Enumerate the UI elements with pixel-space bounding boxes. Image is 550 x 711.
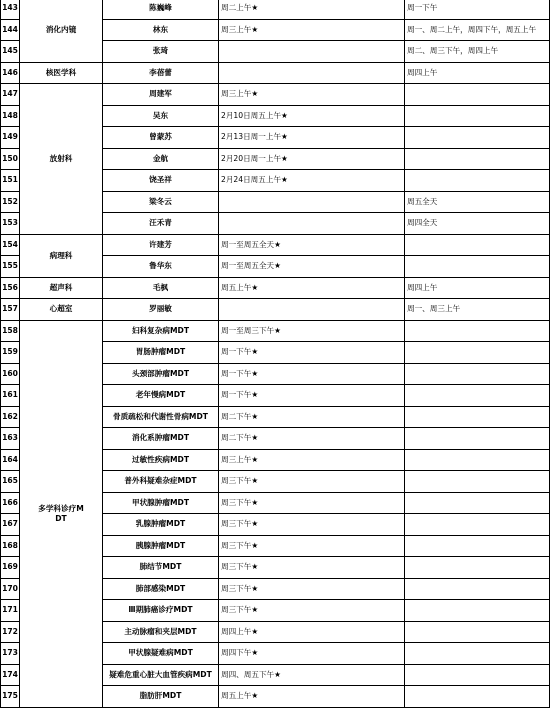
special-clinic-time: 周二下午★ bbox=[219, 428, 405, 450]
special-clinic-time bbox=[219, 62, 405, 84]
special-clinic-time: 周三上午★ bbox=[219, 19, 405, 41]
special-clinic-time: 周一下午★ bbox=[219, 363, 405, 385]
regular-clinic-time bbox=[405, 84, 550, 106]
special-clinic-time: 周一至周三下午★ bbox=[219, 320, 405, 342]
special-clinic-time: 2月10日周五上午★ bbox=[219, 105, 405, 127]
regular-clinic-time bbox=[405, 449, 550, 471]
special-clinic-time bbox=[219, 41, 405, 63]
doctor-name: 金航 bbox=[103, 148, 219, 170]
regular-clinic-time bbox=[405, 514, 550, 536]
table-row bbox=[1, 0, 550, 19]
regular-clinic-time: 周四全天 bbox=[405, 213, 550, 235]
regular-clinic-time bbox=[405, 621, 550, 643]
doctor-name: 普外科疑难杂症MDT bbox=[103, 471, 219, 493]
department-cell: 消化内镜 bbox=[20, 0, 103, 62]
doctor-name: 曾蒙苏 bbox=[103, 127, 219, 149]
special-clinic-time: 周三上午★ bbox=[219, 449, 405, 471]
row-number: 166 bbox=[1, 492, 20, 514]
row-number: 165 bbox=[1, 471, 20, 493]
regular-clinic-time bbox=[405, 105, 550, 127]
doctor-name: 毛枫 bbox=[103, 277, 219, 299]
table-row bbox=[1, 62, 550, 84]
doctor-name: 疑难危重心脏大血管疾病MDT bbox=[103, 664, 219, 686]
special-clinic-time: 周四、周五下午★ bbox=[219, 664, 405, 686]
department-label: 多学科诊疗MDT bbox=[38, 503, 84, 523]
doctor-name: 罗丽敏 bbox=[103, 299, 219, 321]
regular-clinic-time bbox=[405, 471, 550, 493]
doctor-name: 周建军 bbox=[103, 84, 219, 106]
regular-clinic-time bbox=[405, 320, 550, 342]
doctor-name: 肺部感染MDT bbox=[103, 578, 219, 600]
special-clinic-time: 周一下午★ bbox=[219, 385, 405, 407]
department-cell: 放射科 bbox=[20, 84, 103, 235]
doctor-name: 甲状腺肿瘤MDT bbox=[103, 492, 219, 514]
special-clinic-time: 2月24日周五上午★ bbox=[219, 170, 405, 192]
special-clinic-time: 周三下午★ bbox=[219, 514, 405, 536]
row-number: 170 bbox=[1, 578, 20, 600]
row-number: 146 bbox=[1, 62, 20, 84]
regular-clinic-time bbox=[405, 643, 550, 665]
regular-clinic-time bbox=[405, 363, 550, 385]
doctor-name: 胃肠肿瘤MDT bbox=[103, 342, 219, 364]
special-clinic-time: 周五上午★ bbox=[219, 686, 405, 708]
doctor-name: 妇科复杂病MDT bbox=[103, 320, 219, 342]
doctor-name: 李蓓蕾 bbox=[103, 62, 219, 84]
regular-clinic-time bbox=[405, 535, 550, 557]
regular-clinic-time bbox=[405, 385, 550, 407]
row-number: 161 bbox=[1, 385, 20, 407]
row-number: 164 bbox=[1, 449, 20, 471]
department-cell: 超声科 bbox=[20, 277, 103, 299]
row-number: 144 bbox=[1, 19, 20, 41]
department-cell: 病理科 bbox=[20, 234, 103, 277]
doctor-name: Ⅲ期肺癌诊疗MDT bbox=[103, 600, 219, 622]
department-cell: 心超室 bbox=[20, 299, 103, 321]
special-clinic-time: 周四上午★ bbox=[219, 621, 405, 643]
regular-clinic-time bbox=[405, 170, 550, 192]
doctor-name: 消化系肿瘤MDT bbox=[103, 428, 219, 450]
doctor-name: 张琦 bbox=[103, 41, 219, 63]
special-clinic-time: 周三下午★ bbox=[219, 471, 405, 493]
doctor-name: 林东 bbox=[103, 19, 219, 41]
regular-clinic-time bbox=[405, 686, 550, 708]
row-number: 167 bbox=[1, 514, 20, 536]
row-number: 172 bbox=[1, 621, 20, 643]
regular-clinic-time bbox=[405, 600, 550, 622]
row-number: 145 bbox=[1, 41, 20, 63]
doctor-name: 甲状腺疑难病MDT bbox=[103, 643, 219, 665]
doctor-name: 乳腺肿瘤MDT bbox=[103, 514, 219, 536]
doctor-name: 陈巍峰 bbox=[103, 0, 219, 19]
regular-clinic-time: 周一、周二上午，周四下午，周五上午 bbox=[405, 19, 550, 41]
row-number: 162 bbox=[1, 406, 20, 428]
row-number: 169 bbox=[1, 557, 20, 579]
department-cell: 核医学科 bbox=[20, 62, 103, 84]
row-number: 150 bbox=[1, 148, 20, 170]
doctor-name: 头颈部肿瘤MDT bbox=[103, 363, 219, 385]
row-number: 158 bbox=[1, 320, 20, 342]
row-number: 160 bbox=[1, 363, 20, 385]
doctor-name: 过敏性疾病MDT bbox=[103, 449, 219, 471]
doctor-name: 骨质疏松和代谢性骨病MDT bbox=[103, 406, 219, 428]
doctor-name: 肺结节MDT bbox=[103, 557, 219, 579]
row-number: 149 bbox=[1, 127, 20, 149]
regular-clinic-time bbox=[405, 664, 550, 686]
regular-clinic-time bbox=[405, 234, 550, 256]
regular-clinic-time bbox=[405, 342, 550, 364]
doctor-name: 许建芳 bbox=[103, 234, 219, 256]
regular-clinic-time: 周五全天 bbox=[405, 191, 550, 213]
doctor-name: 梁冬云 bbox=[103, 191, 219, 213]
special-clinic-time: 2月13日周一上午★ bbox=[219, 127, 405, 149]
table-row bbox=[1, 84, 550, 106]
special-clinic-time: 周四下午★ bbox=[219, 643, 405, 665]
row-number: 173 bbox=[1, 643, 20, 665]
special-clinic-time bbox=[219, 213, 405, 235]
row-number: 175 bbox=[1, 686, 20, 708]
doctor-name: 脂肪肝MDT bbox=[103, 686, 219, 708]
doctor-name: 鲁华东 bbox=[103, 256, 219, 278]
special-clinic-time: 周三下午★ bbox=[219, 535, 405, 557]
row-number: 163 bbox=[1, 428, 20, 450]
row-number: 156 bbox=[1, 277, 20, 299]
regular-clinic-time bbox=[405, 406, 550, 428]
special-clinic-time: 周二下午★ bbox=[219, 406, 405, 428]
row-number: 152 bbox=[1, 191, 20, 213]
doctor-name: 饶圣祥 bbox=[103, 170, 219, 192]
doctor-name: 老年慢病MDT bbox=[103, 385, 219, 407]
row-number: 168 bbox=[1, 535, 20, 557]
doctor-name: 胰腺肿瘤MDT bbox=[103, 535, 219, 557]
doctor-name: 主动脉瘤和夹层MDT bbox=[103, 621, 219, 643]
special-clinic-time: 周三下午★ bbox=[219, 492, 405, 514]
special-clinic-time: 周三上午★ bbox=[219, 84, 405, 106]
row-number: 148 bbox=[1, 105, 20, 127]
row-number: 157 bbox=[1, 299, 20, 321]
special-clinic-time: 周一至周五全天★ bbox=[219, 256, 405, 278]
table-row bbox=[1, 234, 550, 256]
regular-clinic-time bbox=[405, 127, 550, 149]
special-clinic-time: 周一至周五全天★ bbox=[219, 234, 405, 256]
row-number: 171 bbox=[1, 600, 20, 622]
regular-clinic-time bbox=[405, 148, 550, 170]
regular-clinic-time: 周二、周三下午，周四上午 bbox=[405, 41, 550, 63]
row-number: 147 bbox=[1, 84, 20, 106]
regular-clinic-time: 周一下午 bbox=[405, 0, 550, 19]
regular-clinic-time: 周四上午 bbox=[405, 62, 550, 84]
special-clinic-time: 周一下午★ bbox=[219, 342, 405, 364]
department-cell bbox=[20, 320, 103, 707]
special-clinic-time: 周三下午★ bbox=[219, 557, 405, 579]
row-number: 143 bbox=[1, 0, 20, 19]
row-number: 151 bbox=[1, 170, 20, 192]
regular-clinic-time bbox=[405, 557, 550, 579]
special-clinic-time: 周五上午★ bbox=[219, 277, 405, 299]
table-row bbox=[1, 277, 550, 299]
regular-clinic-time bbox=[405, 492, 550, 514]
row-number: 159 bbox=[1, 342, 20, 364]
doctor-name: 吴东 bbox=[103, 105, 219, 127]
special-clinic-time: 周三下午★ bbox=[219, 578, 405, 600]
table-row bbox=[1, 299, 550, 321]
regular-clinic-time bbox=[405, 256, 550, 278]
special-clinic-time: 周二上午★ bbox=[219, 0, 405, 19]
special-clinic-time: 周三下午★ bbox=[219, 600, 405, 622]
regular-clinic-time bbox=[405, 578, 550, 600]
doctor-name: 汪禾青 bbox=[103, 213, 219, 235]
regular-clinic-time: 周一、周三上午 bbox=[405, 299, 550, 321]
row-number: 174 bbox=[1, 664, 20, 686]
row-number: 154 bbox=[1, 234, 20, 256]
regular-clinic-time bbox=[405, 428, 550, 450]
row-number: 153 bbox=[1, 213, 20, 235]
table-row bbox=[1, 320, 550, 342]
special-clinic-time bbox=[219, 191, 405, 213]
regular-clinic-time: 周四上午 bbox=[405, 277, 550, 299]
row-number: 155 bbox=[1, 256, 20, 278]
special-clinic-time: 2月20日周一上午★ bbox=[219, 148, 405, 170]
special-clinic-time bbox=[219, 299, 405, 321]
